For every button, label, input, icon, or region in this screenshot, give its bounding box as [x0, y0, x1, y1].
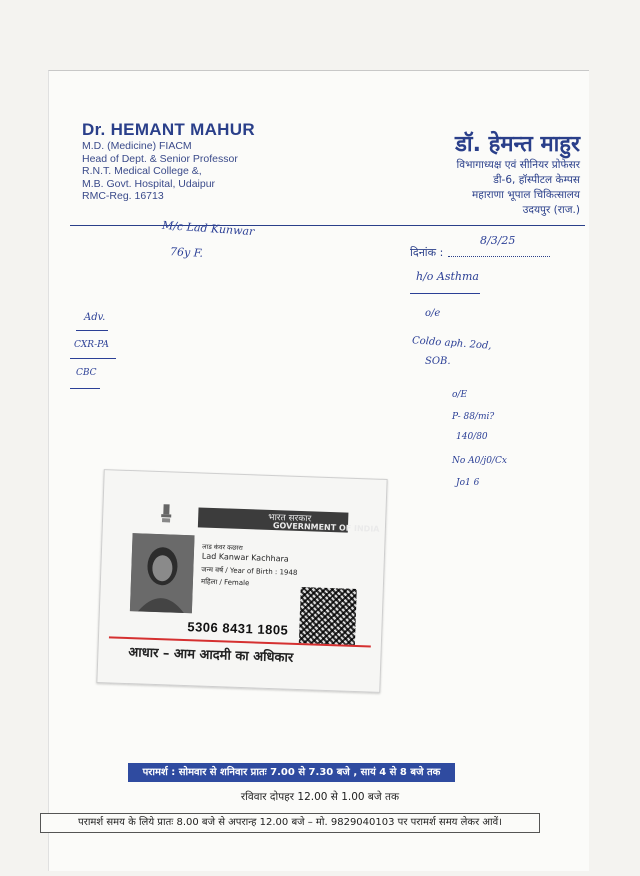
city-line-hi: उदयपुर (राज.) [522, 204, 580, 216]
handwritten-vital-3: 140/80 [456, 432, 488, 442]
registration-line: RMC-Reg. 16713 [82, 190, 164, 202]
government-label-en: GOVERNMENT OF INDIA [272, 521, 380, 534]
header-divider [70, 225, 585, 226]
designation-line: Head of Dept. & Senior Professor [82, 152, 238, 165]
aadhaar-tagline: आधार – आम आदमी का अधिकार [128, 645, 294, 666]
national-emblem-icon [159, 502, 174, 524]
handwritten-vital-5: Jo1 6 [456, 478, 480, 488]
doctor-header-english [82, 120, 255, 203]
holder-gender: महिला / Female [200, 577, 250, 588]
date-label: दिनांक : [410, 246, 444, 259]
address-line-hi: डी-6, हॉस्पीटल केम्पस [493, 174, 580, 186]
qr-code-icon [299, 587, 357, 645]
handwritten-finding-1: Coldo aph. 2od, [411, 335, 492, 352]
handwritten-vital-4: No A0/j0/Cx [452, 456, 507, 466]
consultation-hours-banner: परामर्श : सोमवार से शनिवार प्रातः 7.00 से 7.30 बजे , सायं 4 से 8 बजे तक [128, 763, 455, 782]
handwritten-finding-2: SOB. [425, 356, 451, 367]
aadhaar-card [96, 469, 387, 693]
holder-photo [130, 533, 195, 613]
doctor-header-hindi [455, 128, 580, 218]
advice-underline [76, 330, 108, 331]
hospital-line: M.B. Govt. Hospital, Udaipur [82, 177, 216, 190]
cbc-underline [70, 388, 100, 389]
handwritten-vital-1: o/E [452, 390, 468, 400]
handwritten-age-sex: 76y F. [169, 245, 204, 260]
doctor-name-en: Dr. HEMANT MAHUR [82, 120, 255, 139]
government-label-hi: भारत सरकार [268, 512, 312, 525]
holder-year-of-birth: जन्म वर्ष / Year of Birth : 1948 [201, 565, 298, 577]
handwritten-cbc: CBC [76, 368, 97, 378]
handwritten-date: 8/3/25 [480, 234, 516, 247]
doctor-name-hi: डॉ. हेमन्त माहुर [455, 132, 580, 157]
date-dotted-line [448, 256, 550, 257]
handwritten-cxr: CXR-PA [74, 340, 109, 350]
handwritten-advice: Adv. [84, 312, 106, 323]
designation-line-hi: विभागाध्यक्ष एवं सीनियर प्रोफेसर [456, 159, 580, 171]
aadhaar-number: 5306 8431 1805 [187, 619, 289, 638]
handwritten-vital-2: P- 88/mi? [452, 412, 495, 422]
complaint-underline [410, 293, 480, 294]
handwritten-oe: o/e [425, 308, 441, 319]
qualification-line: M.D. (Medicine) FIACM [82, 140, 192, 152]
college-line: R.N.T. Medical College &, [82, 165, 202, 177]
hospital-line-hi: महाराणा भूपाल चिकित्सालय [472, 189, 580, 201]
handwritten-patient-name: M/c Lad Kunwar [161, 218, 255, 239]
holder-name-en: Lad Kanwar Kachhara [201, 551, 289, 564]
handwritten-complaint: h/o Asthma [416, 270, 479, 283]
cxr-underline [70, 358, 116, 359]
sunday-hours: रविवार दोपहर 12.00 से 1.00 बजे तक [240, 791, 400, 803]
holder-name-hi: लाड कंवर कछारा [202, 542, 243, 553]
appointment-note: परामर्श समय के लिये प्रातः 8.00 बजे से अपरान्ह 12.00 बजे – मो. 9829040103 पर परामर्श समय लेकर आवें। [40, 813, 540, 833]
